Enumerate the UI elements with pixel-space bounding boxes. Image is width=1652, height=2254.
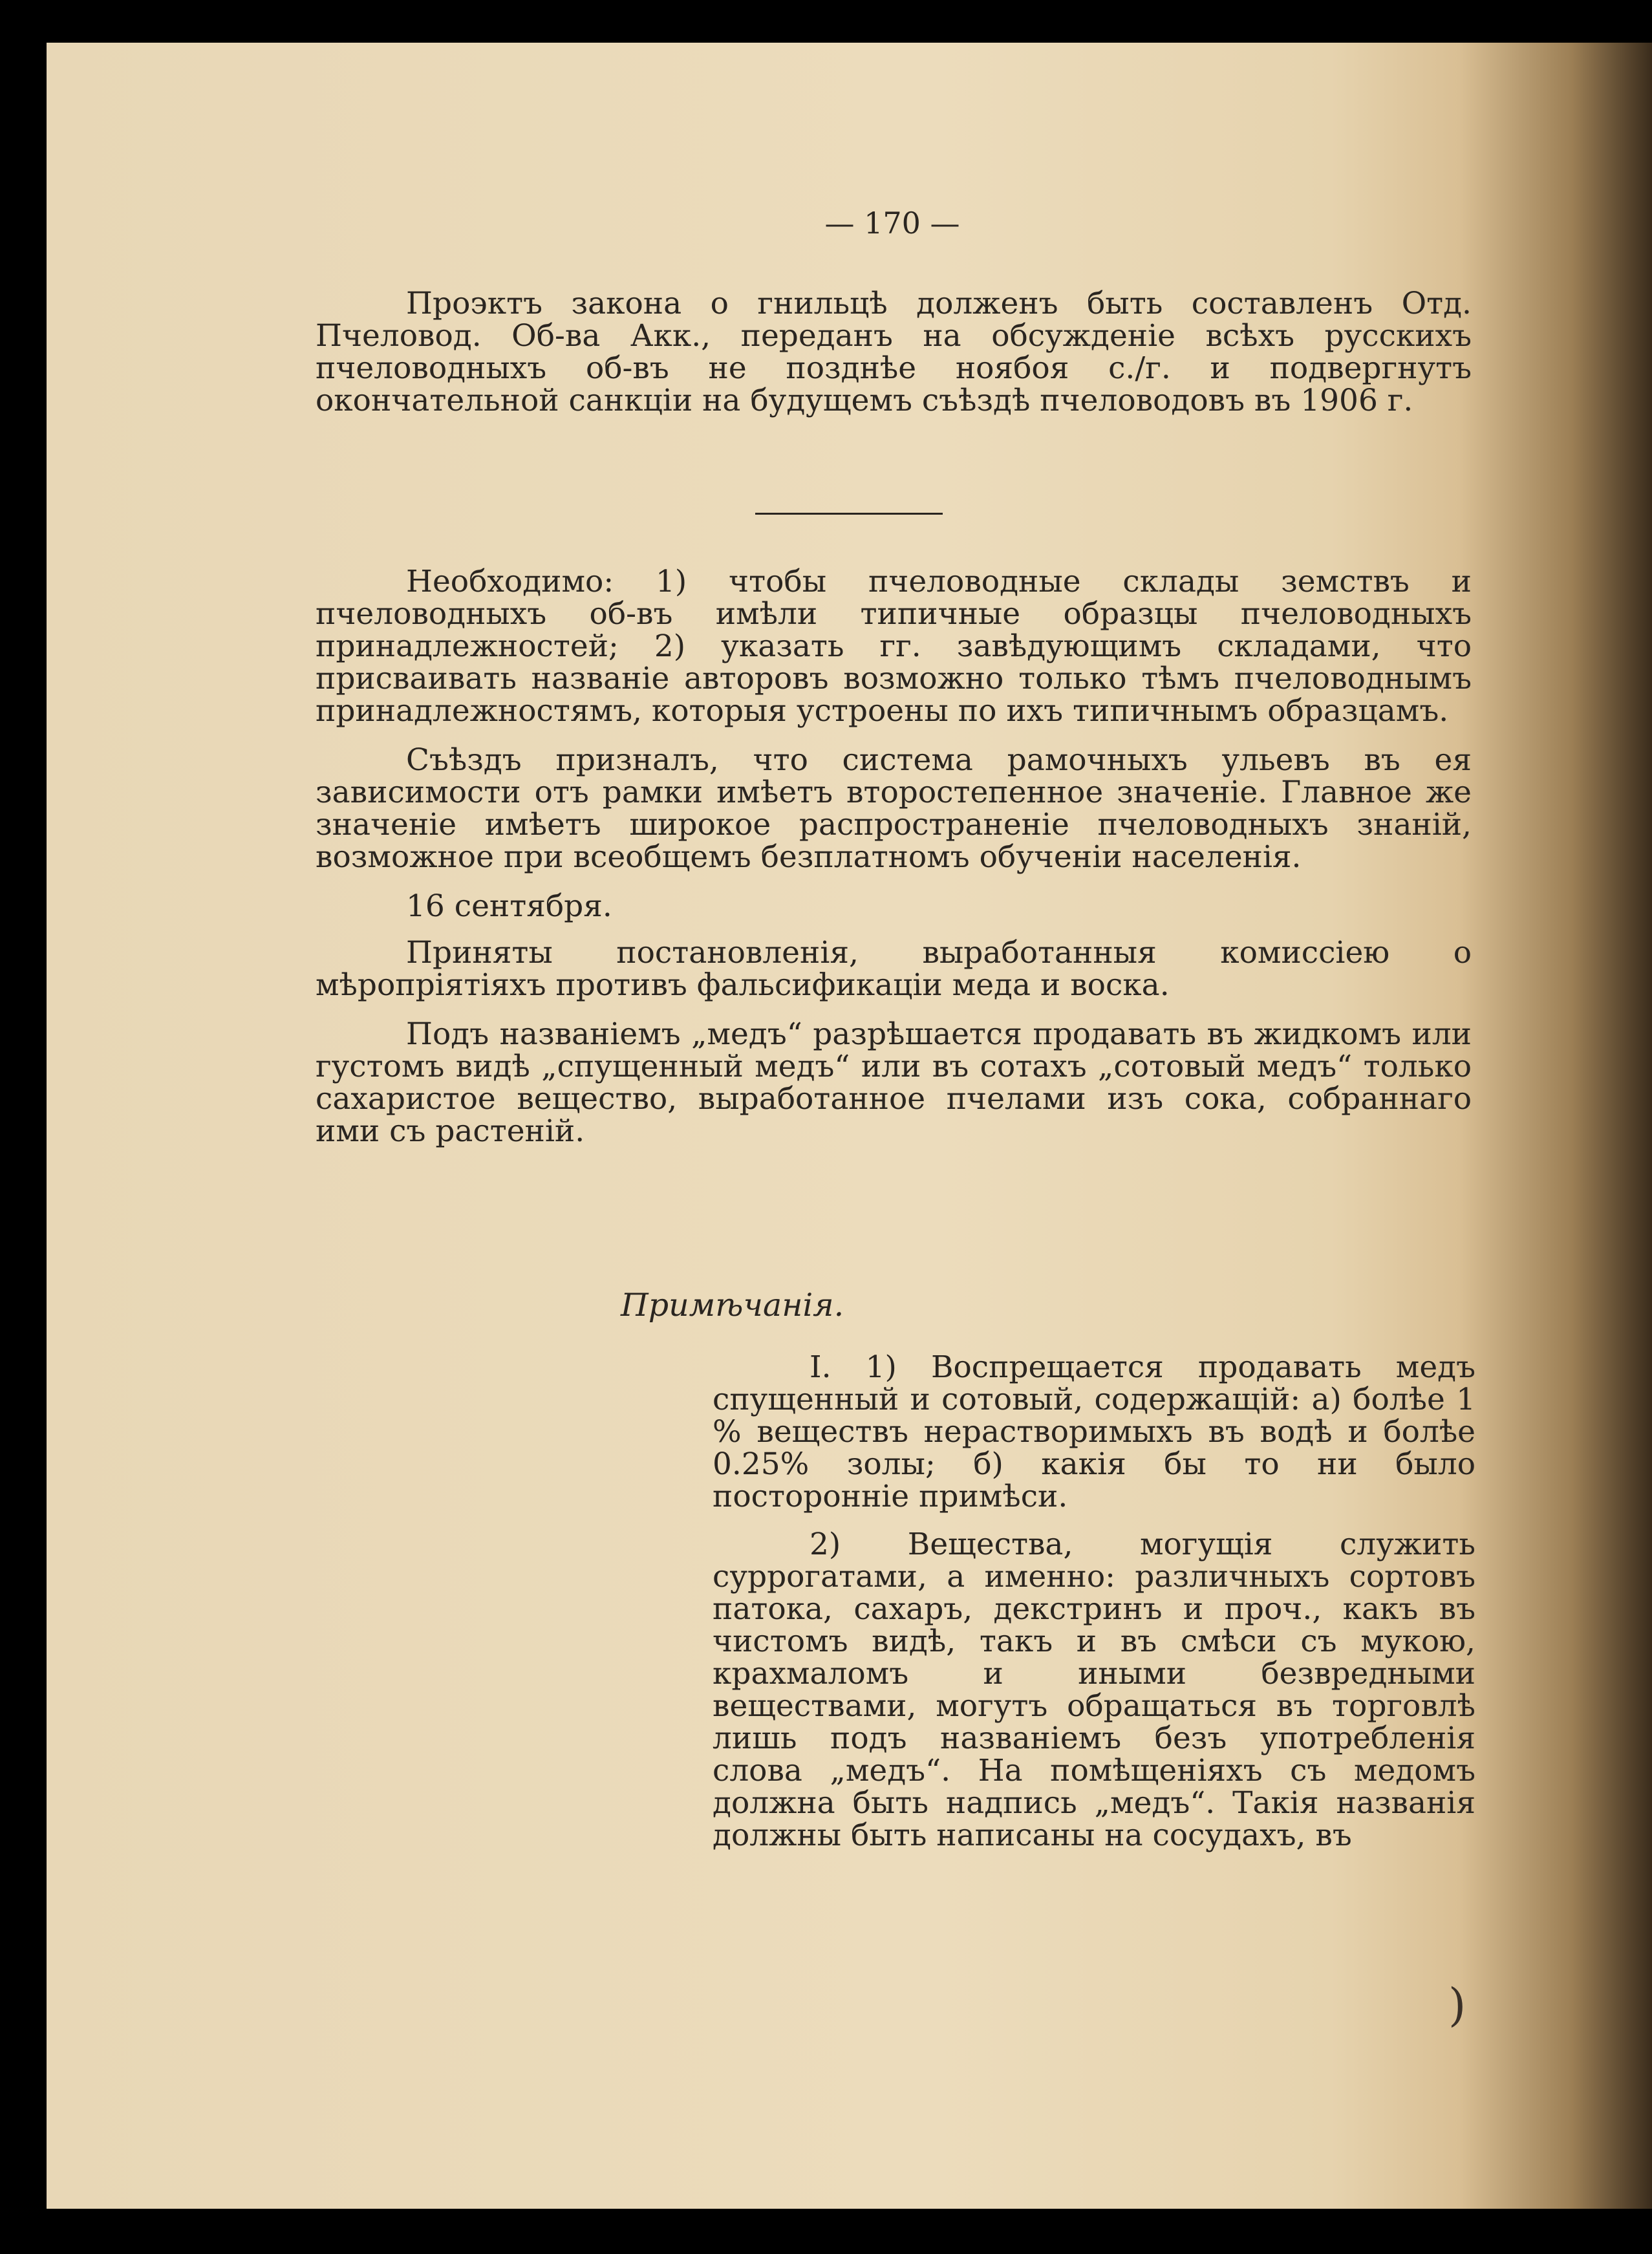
note-2: 2) Вещества, могущія служить суррогатами, а именно: различныхъ сортовъ патока, сахаръ, декстринъ и проч., какъ въ чистомъ видѣ, такъ и въ смѣси съ мукою, крахмаломъ и иными безвредными веществами, могутъ обращаться въ торговлѣ лишь подъ названіемъ безъ употребленія слова „медъ“. На помѣщеніяхъ съ медомъ должна быть надпись „медъ“. Такія названія должны быть написаны на сосудахъ, въ — [713, 1527, 1475, 1853]
note-1: I. 1) Воспрещается продавать медъ спущенный и сотовый, содержащій: а) болѣе 1 % веществъ нерастворимыхъ въ водѣ и болѣе 0.25% золы; б) какія бы то ни было посторонніе примѣси. — [713, 1349, 1475, 1514]
paragraph-block-1 — [316, 288, 1472, 434]
paragraph-block-2 — [316, 566, 1472, 1165]
margin-mark: ) — [1448, 1979, 1466, 2032]
notes-title: Примѣчанія. — [621, 1287, 844, 1324]
paragraph-congress-recognized: Съѣздъ призналъ, что система рамочныхъ ульевъ въ ея зависимости отъ рамки имѣетъ второстепенное значеніе. Главное же значеніе имѣетъ широкое распространеніе пчеловодныхъ знаній, возможное при всеобщемъ безплатномъ обученіи населенія. — [316, 742, 1472, 875]
date-heading: 16 сентября. — [406, 888, 612, 924]
paragraph-foulbrood-law: Проэктъ закона о гнильцѣ долженъ быть составленъ Отд. Пчеловод. Об-ва Акк., переданъ на обсужденіе всѣхъ русскихъ пчеловодныхъ об-въ не позднѣе ноябоя с./г. и подвергнутъ окончательной санкціи на будущемъ съѣздѣ пчеловодовъ въ 1906 г. — [316, 286, 1472, 418]
paragraph-honey-definition: Подъ названіемъ „медъ“ разрѣшается продавать въ жидкомъ или густомъ видѣ „спущенный медъ“ или въ сотахъ „сотовый медъ“ только сахаристое вещество, выработанное пчелами изъ сока, собраннаго ими съ растеній. — [316, 1016, 1472, 1149]
paragraph-resolutions: Приняты постановленія, выработанныя комиссіею о мѣропріятіяхъ противъ фальсификаціи меда и воска. — [316, 935, 1472, 1003]
notes-block — [713, 1351, 1475, 1867]
section-divider — [755, 513, 943, 515]
paragraph-necessary: Необходимо: 1) чтобы пчеловодные склады земствъ и пчеловодныхъ об-въ имѣли типичные образцы пчеловодныхъ принадлежностей; 2) указать гг. завѣдующимъ складами, что присваивать названіе авторовъ возможно только тѣмъ пчеловоднымъ принадлежностямъ, которыя устроены по ихъ типичнымъ образцамъ. — [316, 564, 1472, 729]
page-number: — 170 — — [824, 206, 960, 241]
